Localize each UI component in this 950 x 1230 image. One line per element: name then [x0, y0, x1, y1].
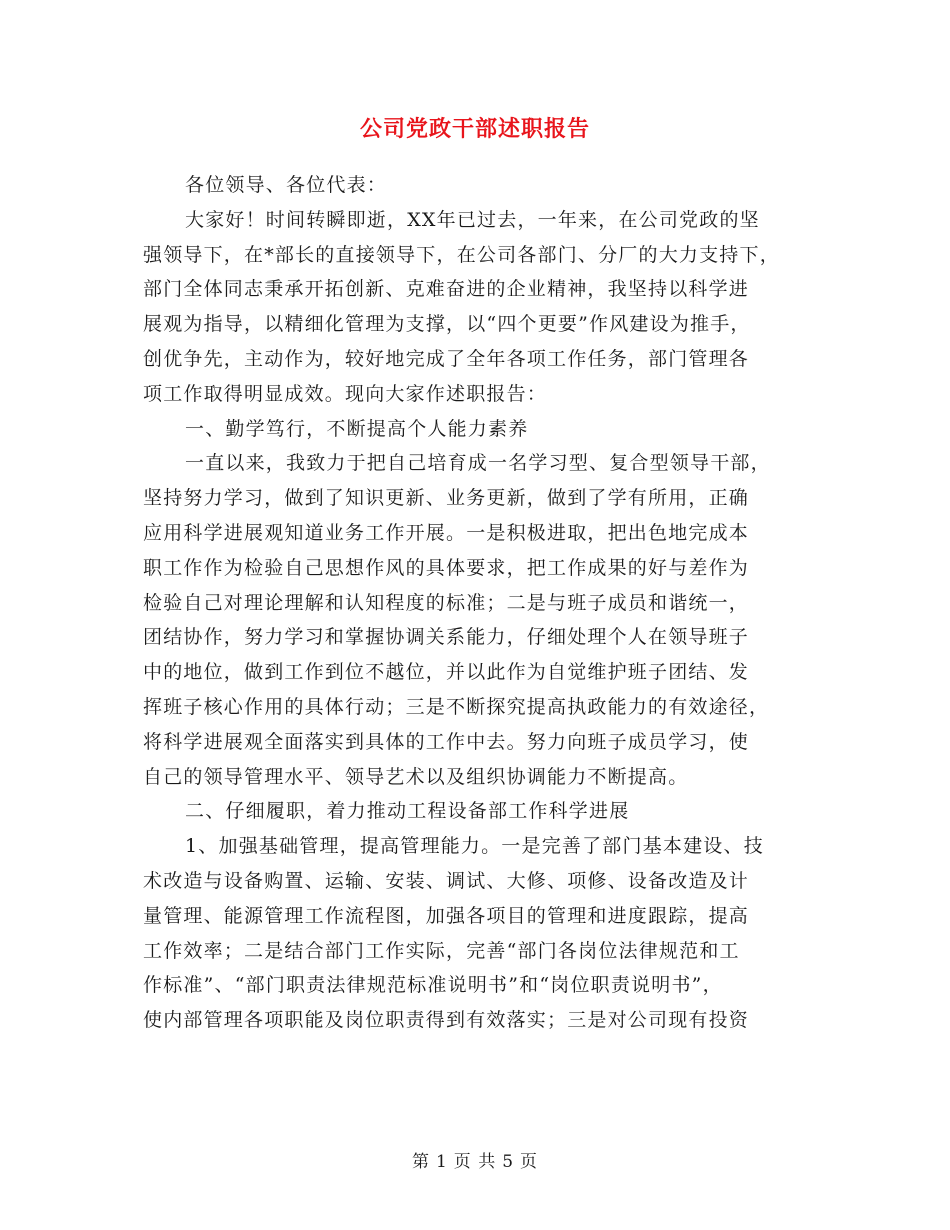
footer-label-page: 第 [411, 1152, 430, 1172]
document-title: 公司党政干部述职报告 [359, 116, 590, 142]
body-line: 坚持努力学习，做到了知识更新、业务更新，做到了学有所用，正确 [143, 487, 750, 510]
body-line: 二、仔细履职，着力推动工程设备部工作科学进展 [185, 800, 630, 823]
body-line: 术改造与设备购置、运输、安装、调试、大修、项修、设备改造及计 [143, 869, 750, 892]
body-line: 部门全体同志秉承开拓创新、克难奋进的企业精神，我坚持以科学进 [143, 278, 750, 301]
body-line: 量管理、能源管理工作流程图，加强各项目的管理和进度跟踪，提高 [143, 904, 750, 927]
body-line: 职工作作为检验自己思想作风的具体要求，把工作成果的好与差作为 [143, 556, 750, 579]
body-line: 工作效率；二是结合部门工作实际，完善“部门各岗位法律规范和工 [143, 939, 740, 962]
body-line: 各位领导、各位代表： [185, 174, 388, 196]
footer-label-end: 页 [520, 1152, 539, 1172]
body-line: 将科学进展观全面落实到具体的工作中去。努力向班子成员学习，使 [143, 730, 750, 753]
footer-label-of: 页 共 [453, 1152, 497, 1172]
document-body [143, 168, 813, 1038]
body-line: 创优争先，主动作为，较好地完成了全年各项工作任务，部门管理各 [143, 347, 750, 370]
footer-total-pages: 5 [502, 1152, 515, 1172]
body-line: 检验自己对理论理解和认知程度的标准；二是与班子成员和谐统一， [143, 591, 750, 614]
body-line: 1、加强基础管理，提高管理能力。一是完善了部门基本建设、技 [185, 835, 764, 858]
body-line: 一、勤学笃行，不断提高个人能力素养 [185, 417, 529, 440]
body-line: 一直以来，我致力于把自己培育成一名学习型、复合型领导干部， [185, 452, 771, 475]
footer-current-page: 1 [435, 1152, 448, 1172]
body-line: 作标准”、“部门职责法律规范标准说明书”和“岗位职责说明书”， [143, 974, 723, 997]
body-line: 应用科学进展观知道业务工作开展。一是积极进取，把出色地完成本 [143, 521, 750, 544]
body-line: 大家好！时间转瞬即逝，XX年已过去，一年来，在公司党政的坚 [185, 208, 760, 231]
body-line: 中的地位，做到工作到位不越位，并以此作为自觉维护班子团结、发 [143, 661, 750, 684]
body-line: 展观为指导，以精细化管理为支撑，以“四个更要”作风建设为推手， [143, 313, 751, 336]
body-line: 挥班子核心作用的具体行动；三是不断探究提高执政能力的有效途径， [143, 695, 770, 718]
body-line: 强领导下，在*部长的直接领导下，在公司各部门、分厂的大力支持下， [143, 243, 780, 266]
body-line: 项工作取得明显成效。现向大家作述职报告： [143, 382, 548, 405]
body-line: 使内部管理各项职能及岗位职责得到有效落实；三是对公司现有投资 [143, 1009, 750, 1032]
body-line: 团结协作，努力学习和掌握协调关系能力，仔细处理个人在领导班子 [143, 626, 750, 649]
body-line: 自己的领导管理水平、领导艺术以及组织协调能力不断提高。 [143, 765, 689, 788]
page-footer [0, 1150, 950, 1174]
